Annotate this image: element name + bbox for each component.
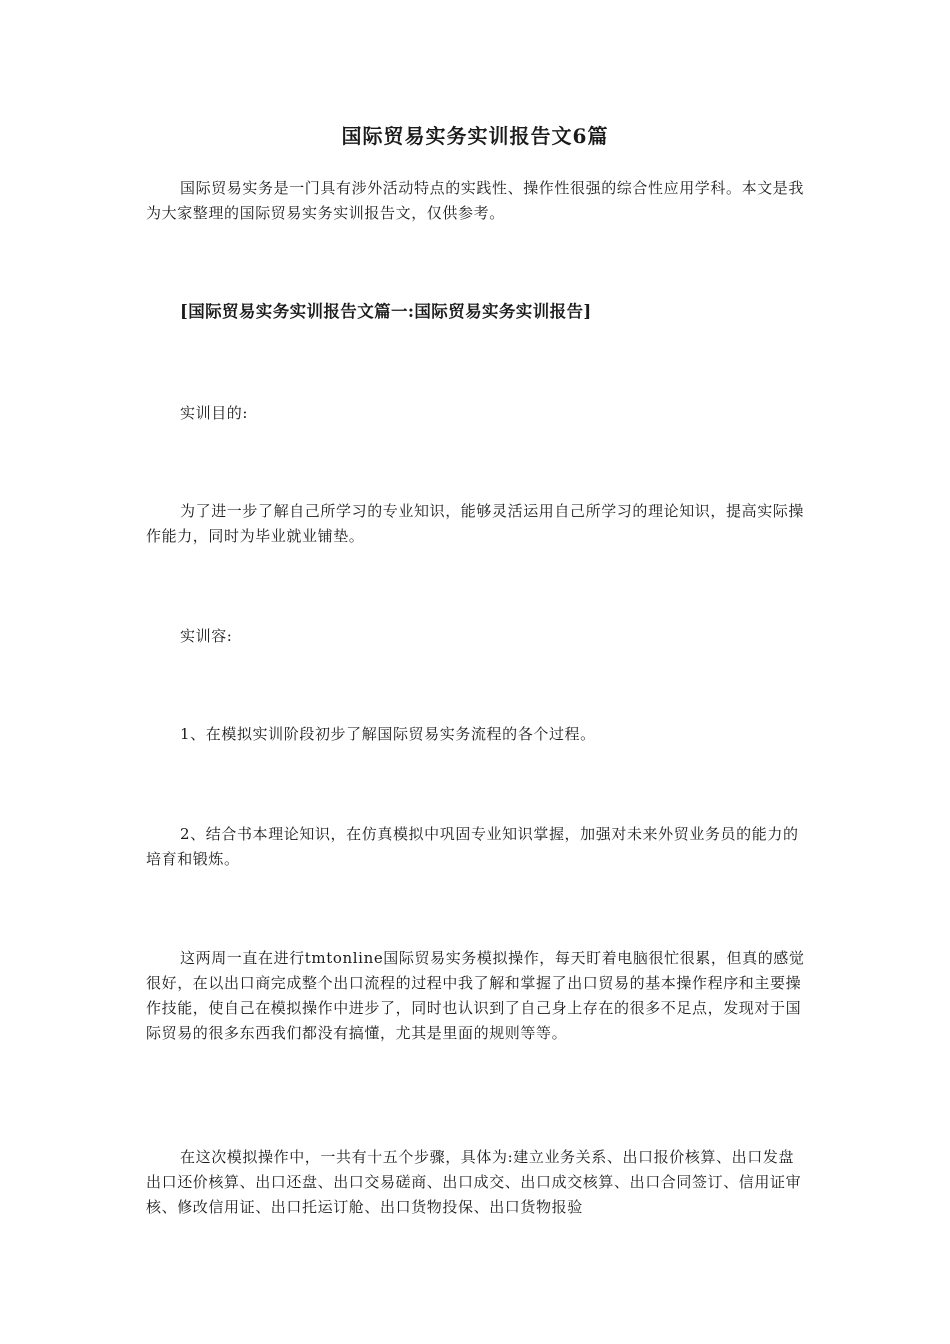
intro-paragraph: 国际贸易实务是一门具有涉外活动特点的实践性、操作性很强的综合性应用学科。本文是我为大家整理的国际贸易实务实训报告文，仅供参考。 bbox=[146, 179, 805, 222]
paragraph-training-content-label: 实训容: bbox=[180, 627, 233, 645]
paragraph-training-purpose: 为了进一步了解自己所学习的专业知识，能够灵活运用自己所学习的理论知识，提高实际操作能力，同时为毕业就业铺垫。 bbox=[146, 502, 805, 545]
paragraph-simulation-experience: 这两周一直在进行tmtonline国际贸易实务模拟操作，每天盯着电脑很忙很累，但真的感觉很好，在以出口商完成整个出口流程的过程中我了解和掌握了出口贸易的基本操作程序和主要操作技能，使自己在模拟操作中进步了，同时也认识到了自己身上存在的很多不足点，发现对于国际贸易的很多东西我们都没有搞懂，尤其是里面的规则等等。 bbox=[146, 949, 805, 1042]
document-title: 国际贸易实务实训报告文6篇 bbox=[341, 124, 609, 148]
paragraph-item-2: 2、结合书本理论知识，在仿真模拟中巩固专业知识掌握，加强对未来外贸业务员的能力的培育和锻炼。 bbox=[146, 825, 799, 868]
section-heading: [国际贸易实务实训报告文篇一:国际贸易实务实训报告] bbox=[180, 302, 592, 321]
paragraph-item-1: 1、在模拟实训阶段初步了解国际贸易实务流程的各个过程。 bbox=[180, 725, 596, 743]
paragraph-simulation-steps: 在这次模拟操作中，一共有十五个步骤，具体为:建立业务关系、出口报价核算、出口发盘出口还价核算、出口还盘、出口交易磋商、出口成交、出口成交核算、出口合同签订、信用证审核、修改信用证、出口托运订舱、出口货物投保、出口货物报验 bbox=[146, 1148, 802, 1216]
paragraph-training-purpose-label: 实训目的: bbox=[180, 404, 249, 422]
